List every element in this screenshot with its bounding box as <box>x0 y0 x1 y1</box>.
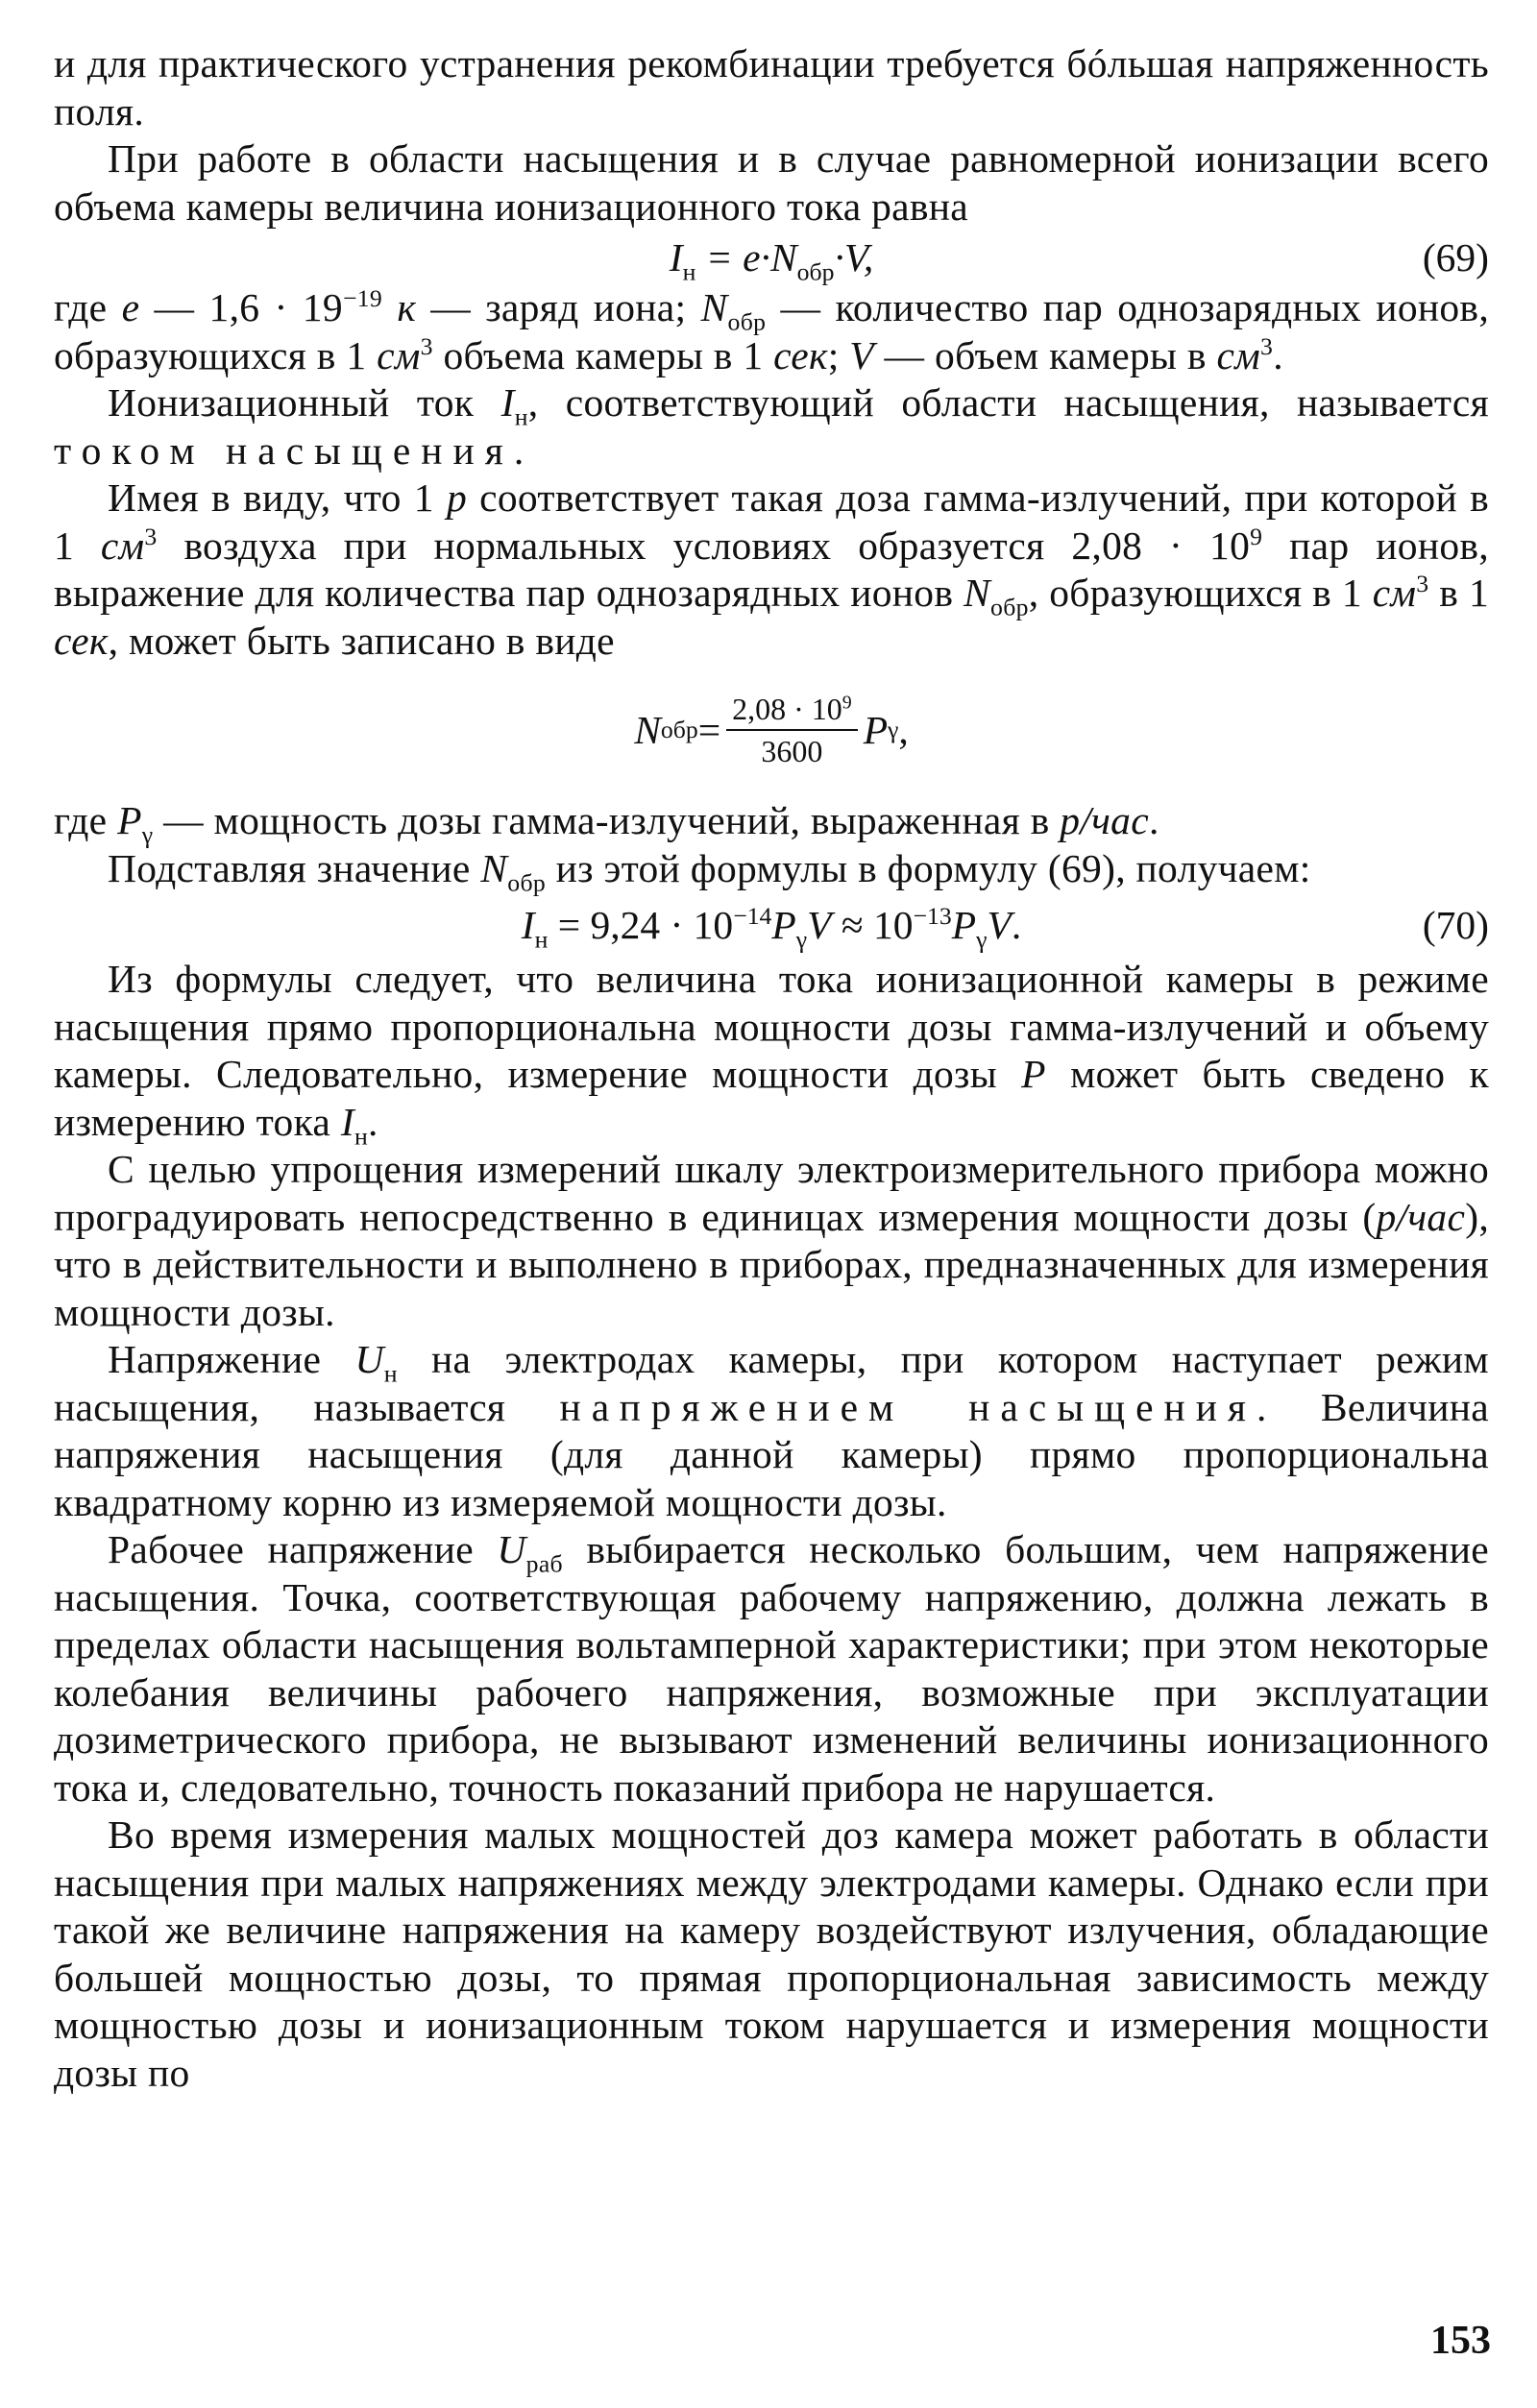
fraction <box>726 691 858 769</box>
paragraph-small-dose-rates: Во время измерения малых мощностей доз камера может работать в области насыщения при малых напряжениях между электродами камеры. Однако если при такой же величине напряжения на камеру воздействуют излучения, обладающие большей мощностью дозы, то прямая пропорциональная зависимость между мощностью дозы и ионизационным током нарушается и измерения мощности дозы по <box>54 1812 1489 2095</box>
equation-69-body: $I_н = e\cdot N_{обр}\cdot V$, <box>669 235 874 286</box>
paragraph-roentgen-definition: Имея в виду, что 1 р соответствует такая доза гамма-излучений, при которой в 1 $см^3$ воздуха при нормальных условиях образуется $2,08 \cdot 10^9$ пар ионов, выражение для количества пар однозарядных ионов $N_{обр}$, образующихся в 1 $см^3$ в 1 сек, может быть записано в виде <box>54 475 1489 663</box>
paragraph-operating-voltage: Рабочее напряжение $U_{раб}$ выбирается несколько большим, чем напряжение насыщения. Точка, соответствующая рабочему напряжению, должна лежать в пределах области насыщения вольтамперной характеристики; при этом некоторые колебания величины рабочего напряжения, возможные при эксплуатации дозиметрического прибора, не вызывают изменений величины ионизационного тока и, следовательно, точность показаний прибора не нарушается. <box>54 1527 1489 1810</box>
term-saturation-current: током насыщения <box>54 427 514 473</box>
paragraph-saturation-current: При работе в области насыщения и в случае равномерной ионизации всего объема камеры величина ионизационного тока равна <box>54 136 1489 229</box>
equation-69-number: (69) <box>1422 235 1489 280</box>
paragraph-proportionality: Из формулы следует, что величина тока ионизационной камеры в режиме насыщения прямо пропорциональна мощности дозы гамма-излучений и объему камеры. Следовательно, измерение мощности дозы P может быть сведено к измерению тока $I_н$. <box>54 957 1489 1150</box>
paragraph-continuation: и для практического устранения рекомбинации требуется бóльшая напряженность поля. <box>54 41 1489 134</box>
paragraph-substitution: Подставляя значение $N_{обр}$ из этой формулы в формулу (69), получаем: <box>108 845 1311 896</box>
equation-70 <box>54 898 1489 952</box>
equation-ion-pairs: N обр = $\frac{2,08 \cdot 10^9}{3600}$ P γ , <box>634 692 909 768</box>
paragraph-variable-definitions: где e — $1,6 \cdot 19^{-19}$ к — заряд иона; $N_{обр}$ — количество пар однозарядных ионов, образующихся в 1 $см^3$ объема камеры в 1 сек; V — объем камеры в $см^3$. <box>54 284 1489 377</box>
equation-69 <box>54 231 1489 284</box>
paragraph-saturation-voltage: Напряжение $U_н$ на электродах камеры, при котором наступает режим насыщения, называется напряжением насыщения. Величина напряжения насыщения (для данной камеры) прямо пропорциональна квадратному корню из измеряемой мощности дозы. <box>54 1337 1489 1524</box>
fraction-denominator: 3600 <box>761 734 823 768</box>
page-number: 153 <box>1430 2319 1491 2363</box>
paragraph-dose-rate-definition: где $P_\gamma$ — мощность дозы гамма-излучений, выраженная в р/час. <box>54 798 1159 849</box>
equation-70-body: $I_н = 9,24 \cdot 10^{-14}P_\gamma V \approx 10^{-13}P_\gamma V$. <box>521 902 1022 954</box>
term-saturation-voltage: напряжением насыщения <box>559 1384 1256 1429</box>
equation-70-number: (70) <box>1422 903 1489 947</box>
fraction-numerator: $2,08 \cdot 10^9$ <box>726 691 858 731</box>
paragraph-saturation-current-term: Ионизационный ток $I_н$, соответствующий области насыщения, называется током насыщения. <box>54 380 1489 473</box>
paragraph-scale-calibration: С целью упрощения измерений шкалу электроизмерительного прибора можно проградуировать непосредственно в единицах измерения мощности дозы (р/час), что в действительности и выполнено в приборах, предназначенных для измерения мощности дозы. <box>54 1147 1489 1334</box>
